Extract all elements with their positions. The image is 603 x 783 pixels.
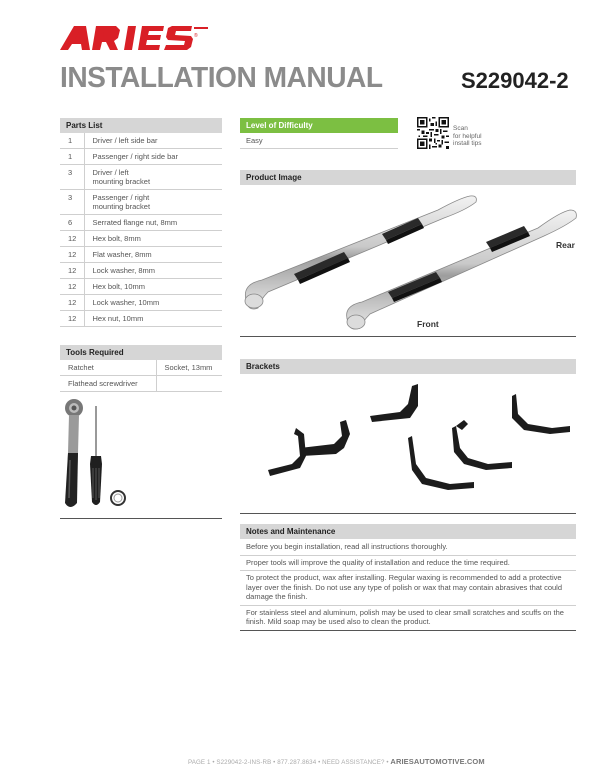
difficulty-value: Easy: [240, 133, 398, 149]
tools-table: [60, 360, 222, 392]
parts-description: Serrated flange nut, 8mm: [84, 215, 222, 231]
parts-description: Hex nut, 10mm: [84, 311, 222, 327]
parts-row: [60, 215, 222, 231]
difficulty-heading: Level of Difficulty: [240, 118, 398, 133]
brackets-divider: [240, 513, 576, 514]
tool-cell: Socket, 13mm: [156, 360, 222, 376]
side-bars-image: [238, 188, 578, 333]
tools-required-heading: Tools Required: [60, 345, 222, 360]
parts-description: Lock washer, 8mm: [84, 263, 222, 279]
notes-list: [240, 540, 576, 631]
product-image-divider: [240, 336, 576, 337]
note-item: For stainless steel and aluminum, polish may be used to clear small scratches and scuffs on the finish. Mild soap may be used also to clean the product.: [240, 606, 576, 631]
parts-qty: 1: [60, 149, 84, 165]
mounting-brackets-image: [262, 378, 582, 498]
parts-description: Passenger / right side bar: [84, 149, 222, 165]
parts-row: [60, 133, 222, 149]
brackets-heading: Brackets: [240, 359, 576, 374]
parts-qty: 3: [60, 165, 84, 190]
qr-caption: Scan for helpful install tips: [453, 125, 482, 147]
page-footer: [188, 757, 485, 766]
parts-list-heading: Parts List: [60, 118, 222, 133]
parts-row: [60, 149, 222, 165]
tool-cell: [156, 376, 222, 392]
tool-cell: Flathead screwdriver: [60, 376, 156, 392]
tools-divider: [60, 518, 222, 519]
part-number: S229042-2: [461, 68, 569, 93]
parts-row: [60, 263, 222, 279]
note-item: Proper tools will improve the quality of installation and reduce the time required.: [240, 556, 576, 572]
notes-heading: Notes and Maintenance: [240, 524, 576, 539]
tools-row: [60, 360, 222, 376]
manual-title: INSTALLATION MANUAL: [60, 62, 383, 94]
tool-cell: Ratchet: [60, 360, 156, 376]
parts-description: Flat washer, 8mm: [84, 247, 222, 263]
parts-row: [60, 311, 222, 327]
parts-qty: 3: [60, 190, 84, 215]
parts-qty: 12: [60, 279, 84, 295]
svg-text:®: ®: [194, 33, 198, 39]
parts-qty: 12: [60, 295, 84, 311]
parts-qty: 6: [60, 215, 84, 231]
note-item: Before you begin installation, read all instructions thoroughly.: [240, 540, 576, 556]
parts-qty: 12: [60, 231, 84, 247]
website-link[interactable]: ARIESAUTOMOTIVE.COM: [390, 757, 485, 766]
tools-row: [60, 376, 222, 392]
parts-qty: 1: [60, 133, 84, 149]
parts-row: [60, 165, 222, 190]
parts-description: Passenger / right mounting bracket: [84, 190, 222, 215]
parts-qty: 12: [60, 247, 84, 263]
parts-qty: 12: [60, 311, 84, 327]
parts-list-table: [60, 133, 222, 327]
footer-text: PAGE 1 • S229042-2-INS-RB • 877.287.8634 • NEED ASSISTANCE? •: [188, 759, 391, 766]
parts-description: Driver / left mounting bracket: [84, 165, 222, 190]
parts-row: [60, 190, 222, 215]
qr-code-icon[interactable]: [417, 117, 449, 149]
rear-label: Rear: [556, 240, 575, 250]
parts-description: Lock washer, 10mm: [84, 295, 222, 311]
aries-logo: [60, 26, 210, 50]
product-image-heading: Product Image: [240, 170, 576, 185]
parts-qty: 12: [60, 263, 84, 279]
parts-row: [60, 279, 222, 295]
notes-divider: [240, 630, 576, 631]
parts-row: [60, 295, 222, 311]
ratchet-screwdriver-icon: [60, 398, 132, 513]
parts-row: [60, 231, 222, 247]
parts-description: Hex bolt, 10mm: [84, 279, 222, 295]
parts-description: Hex bolt, 8mm: [84, 231, 222, 247]
front-label: Front: [417, 319, 439, 329]
note-item: To protect the product, wax after installing. Regular waxing is recommended to add a protective layer over the finish. Do not use any type of polish or wax that may contain abrasives that could damage the finish.: [240, 571, 576, 606]
parts-row: [60, 247, 222, 263]
parts-description: Driver / left side bar: [84, 133, 222, 149]
